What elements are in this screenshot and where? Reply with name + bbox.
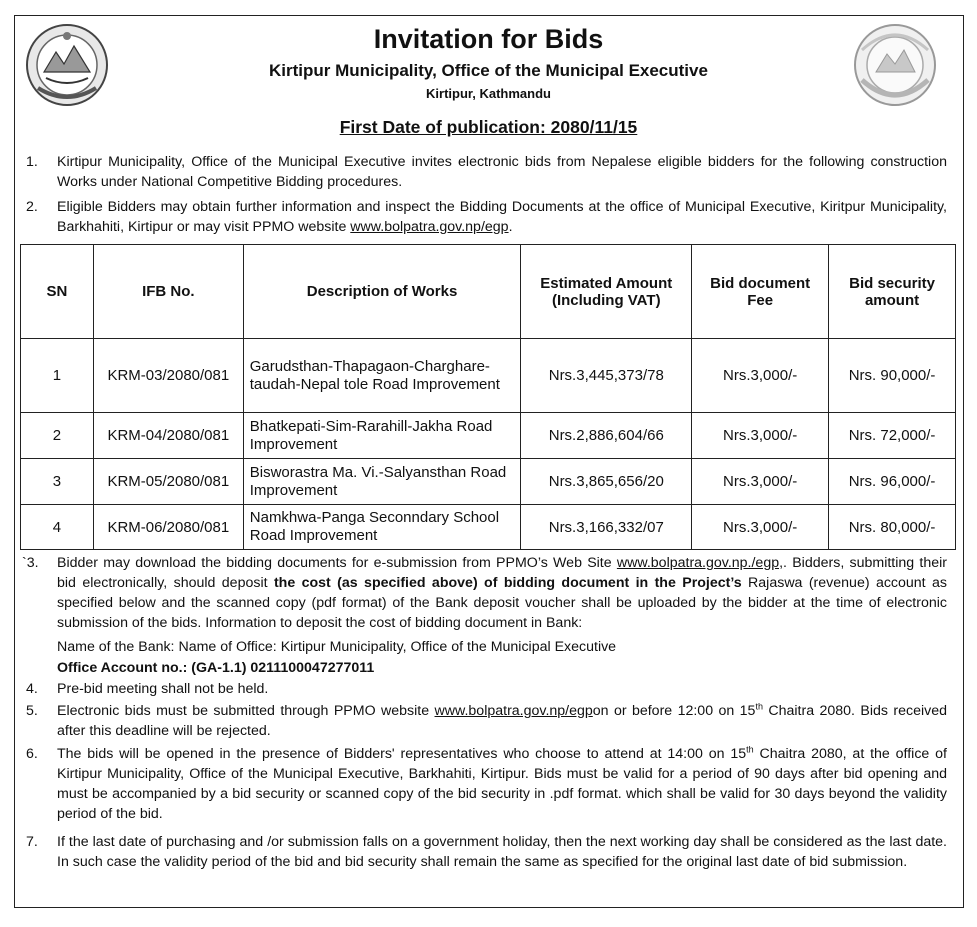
ifb-cell: KRM-04/2080/081 bbox=[93, 413, 243, 459]
fee-cell: Nrs.3,000/- bbox=[692, 459, 829, 505]
sn-cell: 2 bbox=[21, 413, 94, 459]
clause-1-text: Kirtipur Municipality, Office of the Municipal Executive invites electronic bids from Nepalese eligible bidders for the following construction Works under National Competitive Bidding procedures. bbox=[57, 154, 947, 190]
clause-3-text: Bidder may download the bidding documents for e-submission from PPMO’s Web Site www.bolpatra.gov.np./egp,. Bidders, submitting their bid electronically, should deposit the cost (as specified above) of bidding document in the Project’s Rajaswa (revenue) account as specified below and the scanned copy (pdf format) of the Bank deposit voucher shall be uploaded by the bidder at the time of electronic submission of the bids. Information to deposit the cost of bidding document in Bank: bbox=[57, 555, 947, 631]
clause-5-text: Electronic bids must be submitted through PPMO website www.bolpatra.gov.np/egpon or before 12:00 on 15th Chaitra 2080. Bids received after this deadline will be rejected. bbox=[57, 701, 948, 739]
amount-cell: Nrs.2,886,604/66 bbox=[521, 413, 692, 459]
sn-cell: 1 bbox=[21, 339, 94, 413]
fee-cell: Nrs.3,000/- bbox=[692, 505, 829, 550]
sn-cell: 4 bbox=[21, 505, 94, 550]
security-cell: Nrs. 72,000/- bbox=[829, 413, 956, 459]
column-header-fee: Bid document Fee bbox=[692, 245, 829, 339]
publication-date: First Date of publication: 2080/11/15 bbox=[339, 117, 638, 137]
bids-table bbox=[20, 244, 956, 550]
security-cell: Nrs. 80,000/- bbox=[829, 505, 956, 550]
clause-2-text: Eligible Bidders may obtain further information and inspect the Bidding Documents at the office of Municipal Executive, Kiritpur Municipality, Barkhahiti, Kirtipur or may visit PPMO website www.bolpatra.gov.np/egp. bbox=[57, 199, 947, 235]
table-row bbox=[21, 505, 956, 550]
column-header-security: Bid security amount bbox=[829, 245, 956, 339]
clause-4-text: Pre-bid meeting shall not be held. bbox=[57, 681, 269, 697]
clause-3-number: `3. bbox=[22, 555, 39, 571]
clause-6-text: The bids will be opened in the presence of Bidders' representatives who choose to attend at 14:00 on 15th Chaitra 2080, at the office of Kirtipur Municipality, Office of the Municipal Executive, Barkhahiti, Kirtipur. Bids must be valid for a period of 90 days after bid opening and must be accompanied by a bid security or scanned copy of the bid security in .pdf format. which shall be valid for 30 days beyond the validity period of the bid. bbox=[57, 744, 947, 822]
ppmo-download-link[interactable]: www.bolpatra.gov.np./egp, bbox=[616, 555, 784, 571]
page-title: Invitation for Bids bbox=[373, 24, 604, 54]
clause-6-number: 6. bbox=[26, 746, 38, 762]
clause-1-number: 1. bbox=[26, 154, 38, 170]
column-header-amount: Estimated Amount (Including VAT) bbox=[521, 245, 692, 339]
table-row bbox=[21, 339, 956, 413]
bank-details: Name of the Bank: Name of Office: Kirtipur Municipality, Office of the Municipal Executive bbox=[57, 639, 617, 655]
table-header-row bbox=[21, 245, 956, 339]
ppmo-link[interactable]: www.bolpatra.gov.np/egp bbox=[350, 219, 509, 235]
description-cell: Garudsthan-Thapagaon-Charghare-taudah-Nepal tole Road Improvement bbox=[243, 339, 521, 413]
fee-cell: Nrs.3,000/- bbox=[692, 339, 829, 413]
amount-cell: Nrs.3,865,656/20 bbox=[521, 459, 692, 505]
column-header-ifb: IFB No. bbox=[93, 245, 243, 339]
clause-2-number: 2. bbox=[26, 199, 38, 215]
column-header-sn: SN bbox=[21, 245, 94, 339]
table-row bbox=[21, 413, 956, 459]
sn-cell: 3 bbox=[21, 459, 94, 505]
ifb-cell: KRM-06/2080/081 bbox=[93, 505, 243, 550]
description-cell: Bhatkepati-Sim-Rarahill-Jakha Road Improvement bbox=[243, 413, 521, 459]
ifb-cell: KRM-03/2080/081 bbox=[93, 339, 243, 413]
clause-7-text: If the last date of purchasing and /or submission falls on a government holiday, then the next working day shall be considered as the last date. In such case the validity period of the bid and bid security shall remain the same as specified for the original last date of bid submission. bbox=[57, 834, 947, 870]
amount-cell: Nrs.3,445,373/78 bbox=[521, 339, 692, 413]
security-cell: Nrs. 96,000/- bbox=[829, 459, 956, 505]
ifb-cell: KRM-05/2080/081 bbox=[93, 459, 243, 505]
table-row bbox=[21, 459, 956, 505]
clause-5-number: 5. bbox=[26, 703, 38, 719]
amount-cell: Nrs.3,166,332/07 bbox=[521, 505, 692, 550]
office-account-number: Office Account no.: (GA-1.1) 0211100047277011 bbox=[57, 660, 375, 676]
description-cell: Bisworastra Ma. Vi.-Salyansthan Road Improvement bbox=[243, 459, 521, 505]
ppmo-submission-link[interactable]: www.bolpatra.gov.np/egp bbox=[434, 703, 593, 719]
organization-name: Kirtipur Municipality, Office of the Municipal Executive bbox=[269, 61, 708, 80]
fee-cell: Nrs.3,000/- bbox=[692, 413, 829, 459]
organization-location: Kirtipur, Kathmandu bbox=[426, 86, 551, 101]
column-header-description: Description of Works bbox=[243, 245, 521, 339]
clause-4-number: 4. bbox=[26, 681, 38, 697]
clause-7-number: 7. bbox=[26, 834, 38, 850]
security-cell: Nrs. 90,000/- bbox=[829, 339, 956, 413]
description-cell: Namkhwa-Panga Seconndary School Road Improvement bbox=[243, 505, 521, 550]
